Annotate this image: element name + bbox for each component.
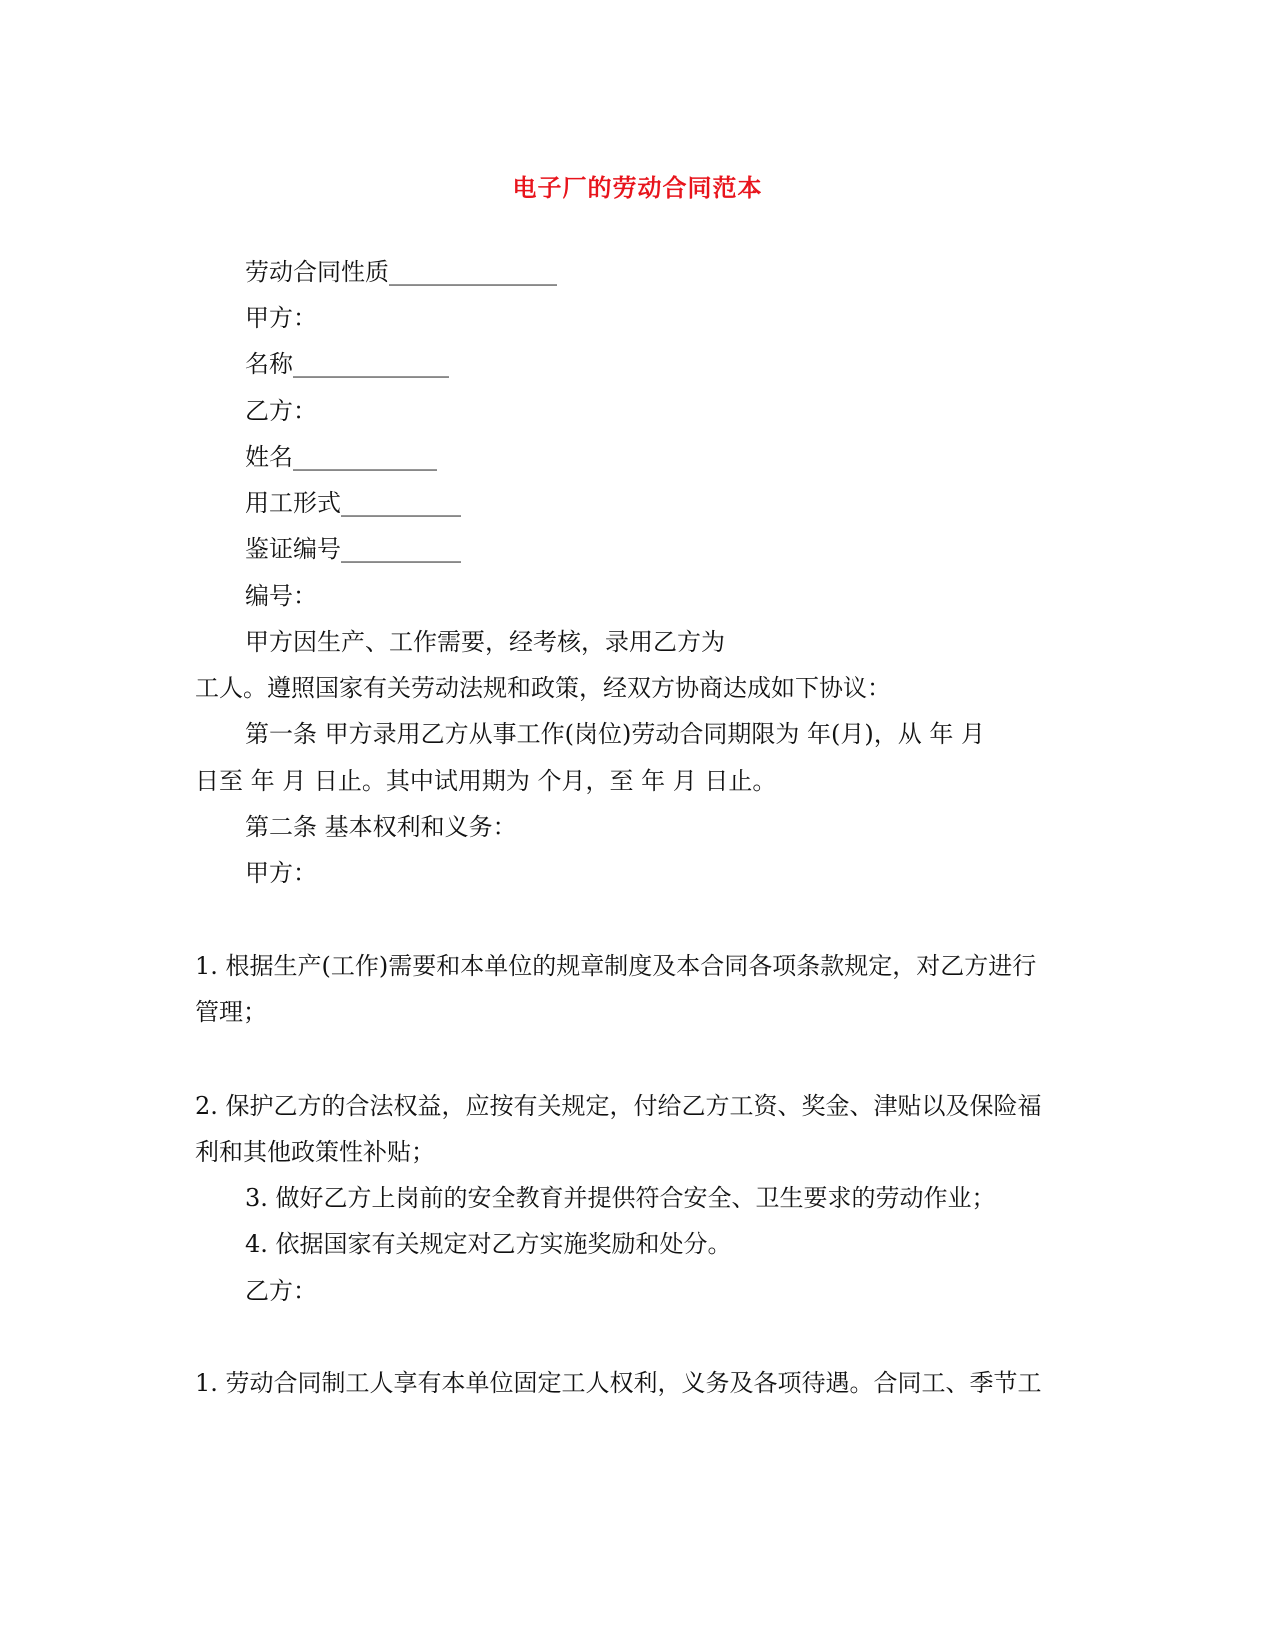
- paragraph-line: 甲方因生产、工作需要，经考核，录用乙方为: [245, 628, 725, 656]
- article-one-line: 日至 年 月 日止。其中试用期为 个月，至 年 月 日止。: [195, 767, 777, 795]
- list-item: 1. 根据生产(工作)需要和本单位的规章制度及本合同各项条款规定，对乙方进行: [195, 952, 1037, 980]
- list-item: 4. 依据国家有关规定对乙方实施奖励和处分。: [245, 1230, 732, 1258]
- contract-nature-line: 劳动合同性质______________: [245, 258, 557, 286]
- name-line: 名称_____________: [245, 350, 449, 378]
- paragraph-line: 工人。遵照国家有关劳动法规和政策，经双方协商达成如下协议：: [195, 674, 891, 702]
- article-two-heading: 第二条 基本权利和义务：: [245, 813, 517, 841]
- certification-number-line: 鉴证编号__________: [245, 535, 461, 563]
- list-item: 2. 保护乙方的合法权益，应按有关规定，付给乙方工资、奖金、津贴以及保险福: [195, 1092, 1042, 1120]
- article-one-line: 第一条 甲方录用乙方从事工作(岗位)劳动合同期限为 年(月)，从 年 月: [245, 720, 985, 748]
- list-item: 3. 做好乙方上岗前的安全教育并提供符合安全、卫生要求的劳动作业；: [245, 1184, 996, 1212]
- party-b-label: 乙方：: [245, 397, 317, 425]
- party-a-label: 甲方：: [245, 304, 317, 332]
- party-a-label: 甲方：: [245, 859, 317, 887]
- party-b-label: 乙方：: [245, 1277, 317, 1305]
- list-item: 1. 劳动合同制工人享有本单位固定工人权利，义务及各项待遇。合同工、季节工: [195, 1369, 1042, 1397]
- number-line: 编号：: [245, 582, 317, 610]
- list-item-continuation: 利和其他政策性补贴；: [195, 1138, 435, 1166]
- list-item-continuation: 管理；: [195, 998, 267, 1026]
- employment-form-line: 用工形式__________: [245, 489, 461, 517]
- document-title: 电子厂的劳动合同范本: [512, 173, 763, 202]
- person-name-line: 姓名____________: [245, 443, 437, 471]
